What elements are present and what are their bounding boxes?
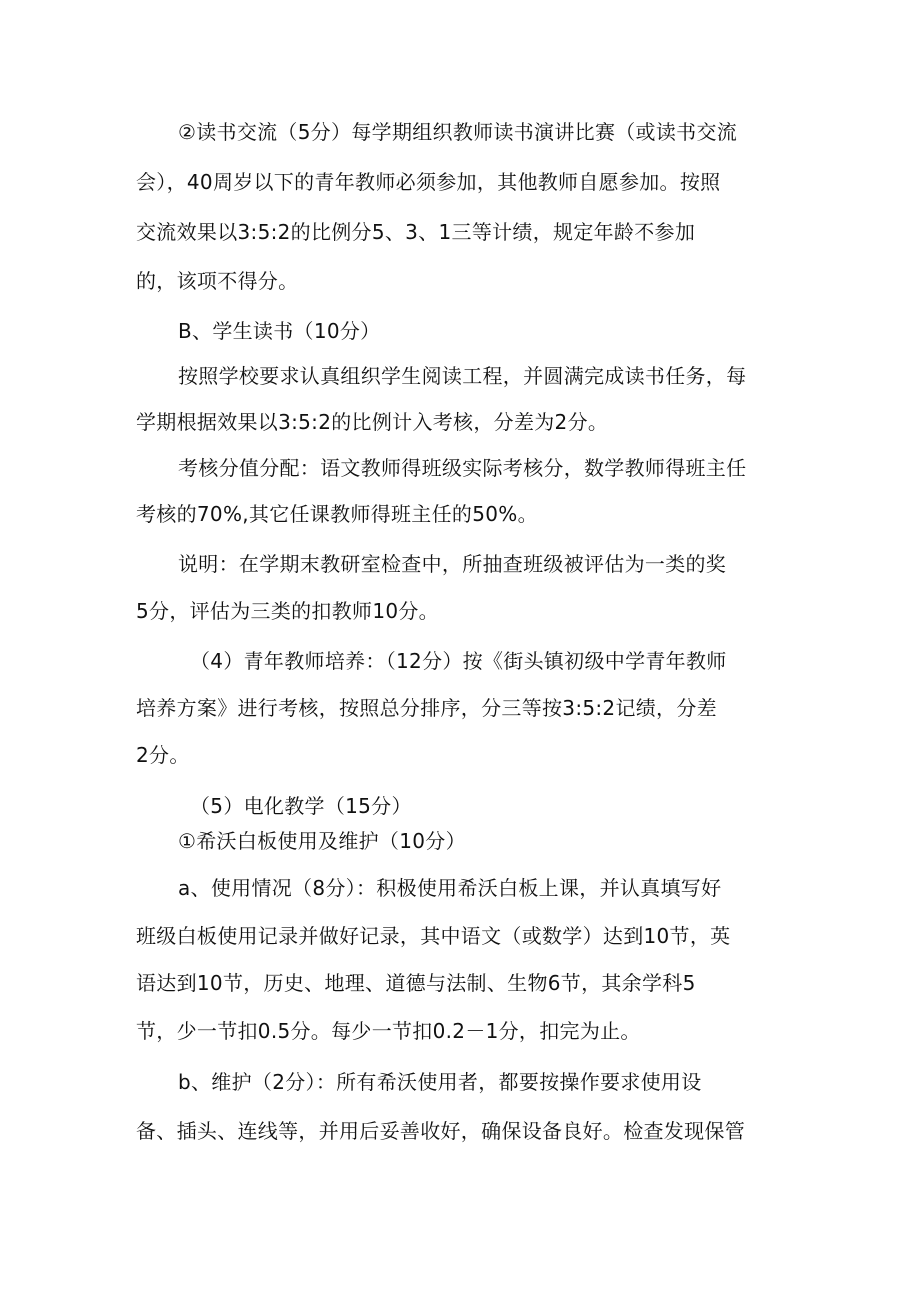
text-line: 考核的70%,其它任课教师得班主任的50%。 bbox=[136, 502, 538, 526]
text-line: ②读书交流（5分）每学期组织教师读书演讲比赛（或读书交流 bbox=[178, 120, 738, 144]
text-line: 语达到10节，历史、地理、道德与法制、生物6节，其余学科5 bbox=[136, 971, 696, 995]
text-line: 备、插头、连线等，并用后妥善收好，确保设备良好。检查发现保管 bbox=[136, 1119, 745, 1143]
text-line: 的，该项不得分。 bbox=[136, 269, 299, 293]
text-line: b、维护（2分）：所有希沃使用者，都要按操作要求使用设 bbox=[178, 1070, 702, 1094]
text-line: 节，少一节扣0.5分。每少一节扣0.2－1分，扣完为止。 bbox=[136, 1019, 641, 1043]
subsection-heading: ①希沃白板使用及维护（10分） bbox=[178, 829, 466, 853]
text-line: 按照学校要求认真组织学生阅读工程，并圆满完成读书任务，每 bbox=[178, 364, 747, 388]
text-line: 5分，评估为三类的扣教师10分。 bbox=[136, 599, 439, 623]
section-heading: （4）青年教师培养：（12分）按《街头镇初级中学青年教师 bbox=[190, 649, 727, 673]
text-line: 班级白板使用记录并做好记录，其中语文（或数学）达到10节，英 bbox=[136, 924, 731, 948]
text-line: 说明：在学期末教研室检查中，所抽查班级被评估为一类的奖 bbox=[178, 552, 727, 576]
text-line: 培养方案》进行考核，按照总分排序，分三等按3:5:2记绩，分差 bbox=[136, 696, 717, 720]
text-line: 学期根据效果以3:5:2的比例计入考核，分差为2分。 bbox=[136, 410, 609, 434]
section-heading: （5）电化教学（15分） bbox=[190, 794, 412, 818]
text-line: 会），40周岁以下的青年教师必须参加，其他教师自愿参加。按照 bbox=[136, 170, 721, 194]
text-line: 交流效果以3:5:2的比例分5、3、1三等计绩，规定年龄不参加 bbox=[136, 220, 696, 244]
section-heading: B、学生读书（10分） bbox=[178, 319, 381, 343]
text-line: 2分。 bbox=[136, 743, 190, 767]
text-line: 考核分值分配：语文教师得班级实际考核分，数学教师得班主任 bbox=[178, 456, 747, 480]
text-line: a、使用情况（8分）：积极使用希沃白板上课，并认真填写好 bbox=[178, 876, 722, 900]
